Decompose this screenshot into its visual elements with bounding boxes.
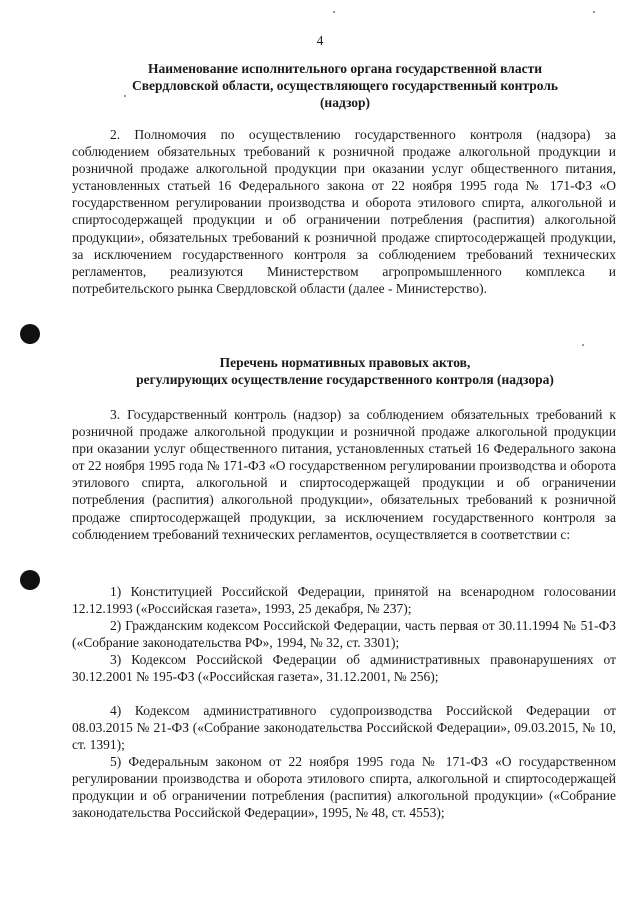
- section-heading-legal-acts: [72, 354, 618, 388]
- scan-speck: [582, 344, 584, 346]
- heading-line: регулирующих осуществление государственного контроля (надзора): [136, 372, 554, 387]
- list-item: 3) Кодексом Российской Федерации об административных правонарушениях от 30.12.2001 № 195-ФЗ («Российская газета», 31.12.2001, № 256);: [72, 652, 616, 685]
- paragraph-powers: 2. Полномочия по осуществлению государственного контроля (надзора) за соблюдением обязательных требований к розничной продаже алкогольной продукции и розничной продаже алкогольной продукции при оказании услуг общественного питания, установленных статьей 16 Федерального закона от 22 ноября 1995 года № 171-ФЗ «О государственном регулировании производства и оборота этилового спирта, алкогольной и спиртосодержащей продукции и об ограничении потребления (распития) алкогольной продукции», обязательных требований к розничной продаже спиртосодержащей продукции, за исключением государственного контроля за соблюдением требований технических регламентов, реализуются Министерством агропромышленного комплекса и потребительского рынка Свердловской области (далее - Министерство).: [72, 127, 616, 296]
- scan-speck: [124, 95, 126, 97]
- heading-line: Свердловской области, осуществляющего государственный контроль: [131, 78, 559, 93]
- list-item: 4) Кодексом административного судопроизводства Российской Федерации от 08.03.2015 № 21-ФЗ («Собрание законодательства Российской Федерации», 09.03.2015, № 10, ст. 1391);: [72, 703, 616, 753]
- scan-speck: [593, 11, 595, 13]
- list-item: 5) Федеральным законом от 22 ноября 1995 года № 171-ФЗ «О государственном регулировании производства и оборота этилового спирта, алкогольной и спиртосодержащей продукции и об ограничении потребления (распития) алкогольной продукции» («Собрание законодательства Российской Федерации», 1995, № 48, ст. 4553);: [72, 754, 616, 821]
- punch-hole-upper: [20, 324, 40, 344]
- section-heading-executive-body: [72, 60, 618, 111]
- list-item: 1) Конституцией Российской Федерации, принятой на всенародном голосовании 12.12.1993 («Российская газета», 1993, 25 декабря, № 237);: [72, 584, 616, 617]
- heading-line: (надзор): [319, 95, 371, 110]
- list-item: 2) Гражданским кодексом Российской Федерации, часть первая от 30.11.1994 № 51-ФЗ («Собрание законодательства РФ», 1994, № 32, ст. 3301);: [72, 618, 616, 651]
- paragraph-control-basis: 3. Государственный контроль (надзор) за соблюдением обязательных требований к розничной продаже алкогольной продукции и розничной продаже алкогольной продукции при оказании услуг общественного питания, установленных статьей 16 Федерального закона от 22 ноября 1995 года № 171-ФЗ «О государственном регулировании производства и оборота этилового спирта, алкогольной и спиртосодержащей продукции и об ограничении потребления (распития) алкогольной продукции», обязательных требований к розничной продаже спиртосодержащей продукции, за исключением государственного контроля за соблюдением требований технических регламентов, осуществляется в соответствии с:: [72, 407, 616, 542]
- heading-line: Перечень нормативных правовых актов,: [219, 355, 471, 370]
- punch-hole-lower: [20, 570, 40, 590]
- heading-line: Наименование исполнительного органа государственной власти: [148, 61, 542, 76]
- scan-speck: [333, 11, 335, 13]
- page-number: 4: [316, 33, 324, 48]
